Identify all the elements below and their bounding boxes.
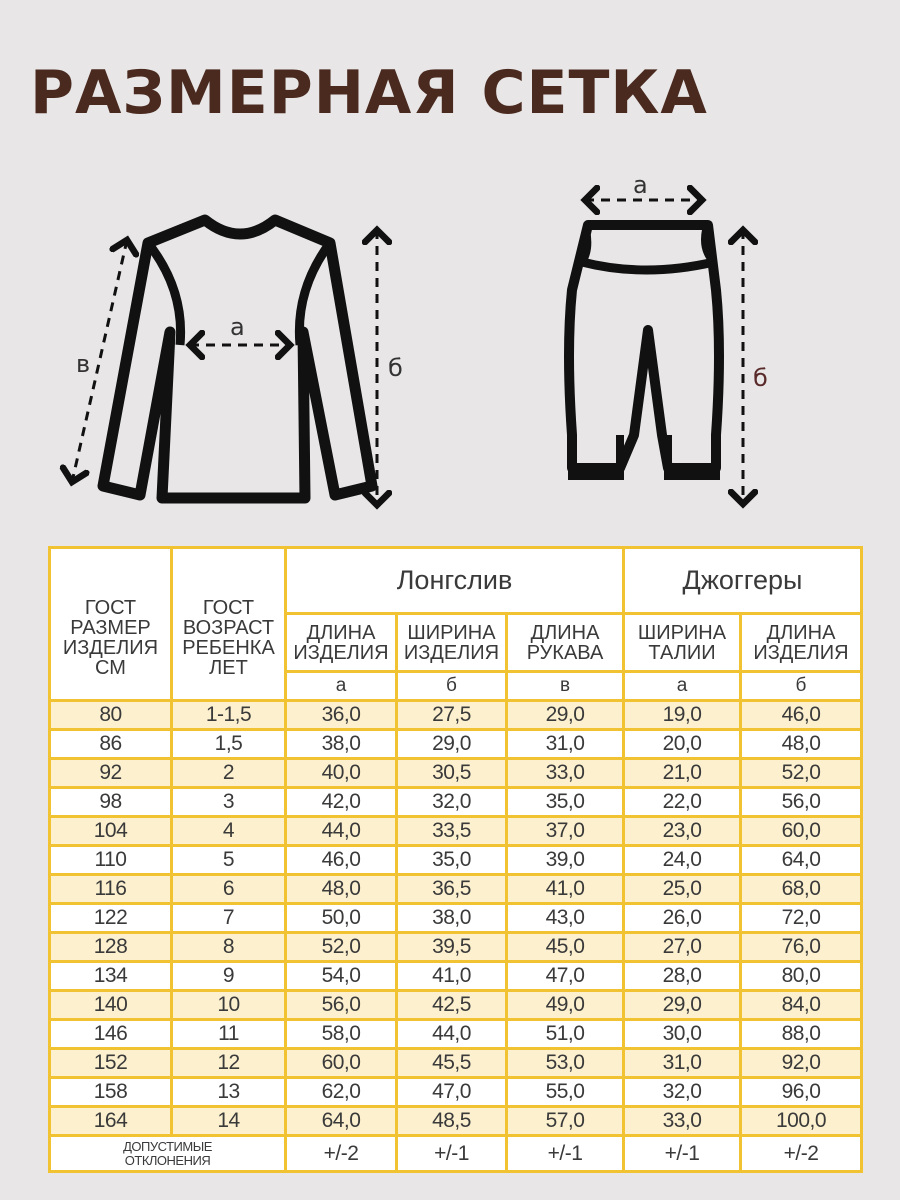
table-cell: 49,0 (507, 991, 624, 1020)
table-cell: 48,5 (397, 1107, 507, 1136)
table-row (50, 788, 862, 817)
table-cell: 31,0 (507, 730, 624, 759)
table-cell: 27,0 (624, 933, 741, 962)
table-cell: 146 (50, 1020, 172, 1049)
table-cell: 41,0 (397, 962, 507, 991)
table-cell: 104 (50, 817, 172, 846)
table-cell: 84,0 (741, 991, 862, 1020)
table-cell: 58,0 (286, 1020, 397, 1049)
table-cell: 51,0 (507, 1020, 624, 1049)
table-cell: 22,0 (624, 788, 741, 817)
header-gost-age: ГОСТ ВОЗРАСТ РЕБЕНКА ЛЕТ (172, 548, 286, 701)
header-longsleeve-sleeve: ДЛИНА РУКАВА (507, 614, 624, 672)
table-cell: 35,0 (507, 788, 624, 817)
header-longsleeve: Лонгслив (286, 548, 624, 614)
tolerance-cell: +/-2 (286, 1136, 397, 1172)
table-cell: 128 (50, 933, 172, 962)
table-cell: 48,0 (286, 875, 397, 904)
table-cell: 8 (172, 933, 286, 962)
table-cell: 140 (50, 991, 172, 1020)
table-cell: 116 (50, 875, 172, 904)
table-cell: 2 (172, 759, 286, 788)
joggers-label-a: а (633, 171, 648, 199)
table-cell: 92,0 (741, 1049, 862, 1078)
table-cell: 100,0 (741, 1107, 862, 1136)
table-cell: 46,0 (286, 846, 397, 875)
table-cell: 44,0 (397, 1020, 507, 1049)
header-joggers-waist: ШИРИНА ТАЛИИ (624, 614, 741, 672)
table-cell: 56,0 (286, 991, 397, 1020)
table-cell: 55,0 (507, 1078, 624, 1107)
table-cell: 39,0 (507, 846, 624, 875)
table-cell: 60,0 (741, 817, 862, 846)
table-cell: 96,0 (741, 1078, 862, 1107)
tolerance-cell: +/-1 (507, 1136, 624, 1172)
table-cell: 52,0 (741, 759, 862, 788)
table-cell: 9 (172, 962, 286, 991)
table-cell: 27,5 (397, 701, 507, 730)
table-cell: 26,0 (624, 904, 741, 933)
table-cell: 53,0 (507, 1049, 624, 1078)
table-cell: 19,0 (624, 701, 741, 730)
page-title: РАЗМЕРНАЯ СЕТКА (30, 58, 708, 128)
table-row (50, 817, 862, 846)
header-gost-size: ГОСТ РАЗМЕР ИЗДЕЛИЯ СМ (50, 548, 172, 701)
table-cell: 28,0 (624, 962, 741, 991)
table-cell: 52,0 (286, 933, 397, 962)
table-cell: 36,0 (286, 701, 397, 730)
table-cell: 60,0 (286, 1049, 397, 1078)
table-cell: 32,0 (397, 788, 507, 817)
joggers-label-b: б (753, 364, 768, 392)
table-cell: 64,0 (286, 1107, 397, 1136)
longsleeve-label-v: в (76, 350, 91, 378)
header-longsleeve-length: ДЛИНА ИЗДЕЛИЯ (286, 614, 397, 672)
table-cell: 21,0 (624, 759, 741, 788)
table-row (50, 904, 862, 933)
table-cell: 42,5 (397, 991, 507, 1020)
table-cell: 6 (172, 875, 286, 904)
table-row (50, 991, 862, 1020)
table-cell: 33,5 (397, 817, 507, 846)
table-cell: 29,0 (507, 701, 624, 730)
size-table-body (50, 701, 862, 1136)
table-cell: 80,0 (741, 962, 862, 991)
table-cell: 46,0 (741, 701, 862, 730)
tolerance-label: ДОПУСТИМЫЕ ОТКЛОНЕНИЯ (50, 1136, 286, 1172)
table-row (50, 759, 862, 788)
table-cell: 11 (172, 1020, 286, 1049)
table-row (50, 846, 862, 875)
table-row (50, 1049, 862, 1078)
header-joggers-length: ДЛИНА ИЗДЕЛИЯ (741, 614, 862, 672)
table-cell: 41,0 (507, 875, 624, 904)
table-cell: 72,0 (741, 904, 862, 933)
table-cell: 48,0 (741, 730, 862, 759)
table-cell: 158 (50, 1078, 172, 1107)
table-row (50, 1078, 862, 1107)
table-row (50, 933, 862, 962)
table-cell: 32,0 (624, 1078, 741, 1107)
table-cell: 25,0 (624, 875, 741, 904)
table-cell: 5 (172, 846, 286, 875)
table-cell: 12 (172, 1049, 286, 1078)
table-cell: 1-1,5 (172, 701, 286, 730)
size-table-wrapper (48, 546, 860, 1173)
table-cell: 86 (50, 730, 172, 759)
table-cell: 134 (50, 962, 172, 991)
longsleeve-drawing (103, 220, 372, 498)
table-cell: 20,0 (624, 730, 741, 759)
table-cell: 7 (172, 904, 286, 933)
table-cell: 10 (172, 991, 286, 1020)
table-cell: 164 (50, 1107, 172, 1136)
header-letter: в (507, 672, 624, 701)
table-cell: 24,0 (624, 846, 741, 875)
table-cell: 110 (50, 846, 172, 875)
table-cell: 33,0 (624, 1107, 741, 1136)
tolerance-cell: +/-1 (624, 1136, 741, 1172)
table-row (50, 1020, 862, 1049)
table-cell: 47,0 (397, 1078, 507, 1107)
table-cell: 56,0 (741, 788, 862, 817)
table-cell: 14 (172, 1107, 286, 1136)
table-cell: 42,0 (286, 788, 397, 817)
joggers-drawing (569, 225, 719, 480)
tolerance-cell: +/-1 (397, 1136, 507, 1172)
table-cell: 33,0 (507, 759, 624, 788)
tolerance-cell: +/-2 (741, 1136, 862, 1172)
header-letter: а (624, 672, 741, 701)
table-cell: 4 (172, 817, 286, 846)
table-cell: 35,0 (397, 846, 507, 875)
header-letter: б (397, 672, 507, 701)
header-letter: а (286, 672, 397, 701)
table-cell: 43,0 (507, 904, 624, 933)
table-cell: 29,0 (624, 991, 741, 1020)
table-cell: 36,5 (397, 875, 507, 904)
table-cell: 23,0 (624, 817, 741, 846)
table-cell: 54,0 (286, 962, 397, 991)
table-cell: 80 (50, 701, 172, 730)
header-joggers: Джоггеры (624, 548, 862, 614)
table-cell: 98 (50, 788, 172, 817)
table-cell: 40,0 (286, 759, 397, 788)
table-cell: 3 (172, 788, 286, 817)
table-cell: 47,0 (507, 962, 624, 991)
table-cell: 37,0 (507, 817, 624, 846)
table-row (50, 875, 862, 904)
table-cell: 31,0 (624, 1049, 741, 1078)
table-cell: 45,5 (397, 1049, 507, 1078)
table-cell: 29,0 (397, 730, 507, 759)
header-longsleeve-width: ШИРИНА ИЗДЕЛИЯ (397, 614, 507, 672)
tolerance-row (50, 1136, 862, 1172)
table-row (50, 730, 862, 759)
table-cell: 62,0 (286, 1078, 397, 1107)
table-cell: 122 (50, 904, 172, 933)
garment-illustrations (0, 170, 900, 530)
table-row (50, 962, 862, 991)
size-table (48, 546, 863, 1173)
table-cell: 45,0 (507, 933, 624, 962)
table-row (50, 1107, 862, 1136)
table-cell: 30,5 (397, 759, 507, 788)
table-cell: 92 (50, 759, 172, 788)
table-cell: 38,0 (397, 904, 507, 933)
longsleeve-label-b: б (388, 354, 403, 382)
table-cell: 39,5 (397, 933, 507, 962)
table-cell: 152 (50, 1049, 172, 1078)
table-cell: 44,0 (286, 817, 397, 846)
table-cell: 76,0 (741, 933, 862, 962)
longsleeve-label-a: а (230, 313, 245, 341)
table-cell: 64,0 (741, 846, 862, 875)
table-cell: 30,0 (624, 1020, 741, 1049)
table-cell: 1,5 (172, 730, 286, 759)
table-row (50, 701, 862, 730)
table-cell: 38,0 (286, 730, 397, 759)
table-cell: 57,0 (507, 1107, 624, 1136)
header-letter: б (741, 672, 862, 701)
table-cell: 68,0 (741, 875, 862, 904)
table-cell: 13 (172, 1078, 286, 1107)
table-cell: 88,0 (741, 1020, 862, 1049)
table-cell: 50,0 (286, 904, 397, 933)
